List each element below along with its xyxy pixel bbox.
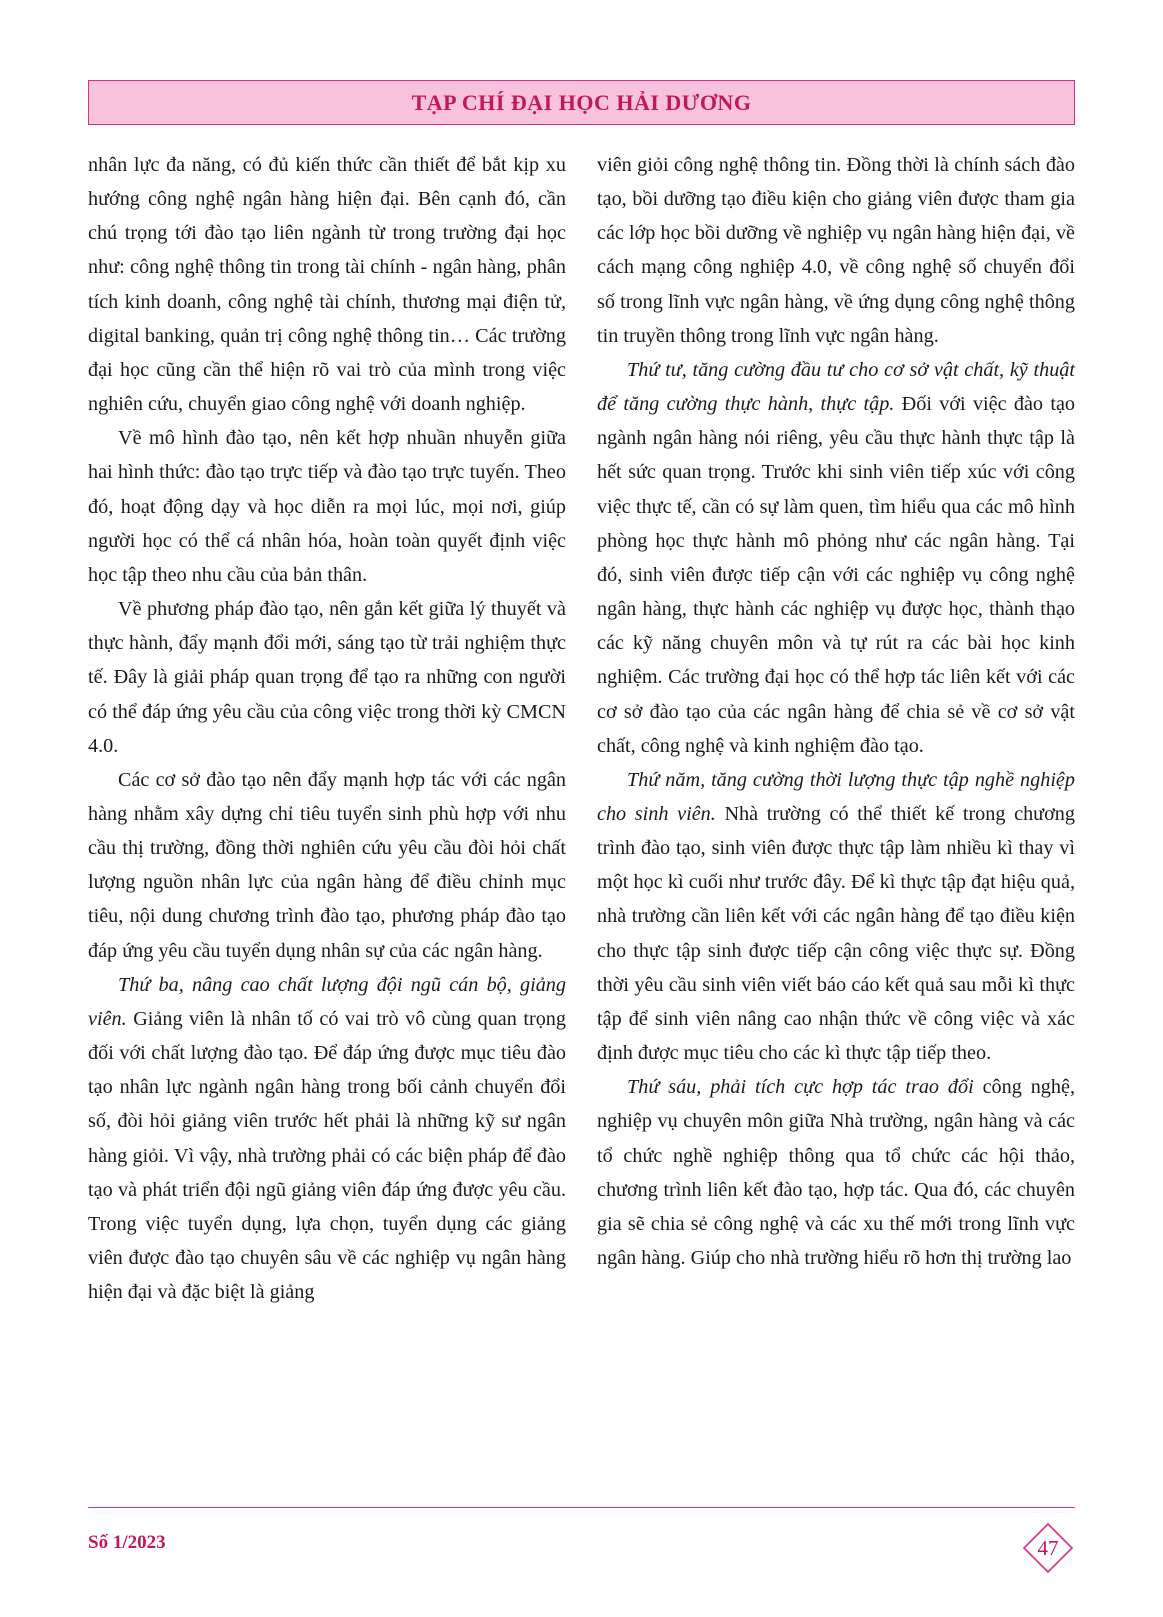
paragraph-lead-italic: Thứ năm, tăng cường thời lượng thực tập nghề nghiệp cho sinh viên. — [597, 768, 1075, 825]
left-column — [88, 148, 566, 1309]
page-number-badge — [1022, 1522, 1074, 1574]
paragraph-body: Nhà trường có thể thiết kế trong chương trình đào tạo, sinh viên được thực tập làm nhiều kì thay vì một học kì cuối như trước đây. Để kì thực tập đạt hiệu quả, nhà trường cần liên kết với các ngân hàng để tạo điều kiện cho thực tập sinh được tiếp cận công việc thực sự. Đồng thời yêu cầu sinh viên viết báo cáo kết quả sau mỗi kì thực tập để sinh viên nâng cao nhận thức về công việc và xác định được mục tiêu cho các kì thực tập tiếp theo. — [597, 802, 1075, 1065]
paragraph — [597, 1070, 1075, 1275]
paragraph-body: Đối với việc đào tạo ngành ngân hàng nói riêng, yêu cầu thực hành thực tập là hết sức quan trọng. Trước khi sinh viên tiếp xúc với công việc thực tế, cần có sự làm quen, tìm hiểu qua các mô hình phòng học thực hành mô phỏng như các ngân hàng. Tại đó, sinh viên được tiếp cận với các nghiệp vụ công nghệ ngân hàng, thực hành các nghiệp vụ được học, thành thạo các kỹ năng chuyên môn và tự rút ra các bài học kinh nghiệm. Các trường đại học có thể hợp tác liên kết với các cơ sở đào tạo của các ngân hàng để chia sẻ về cơ sở vật chất, công nghệ và kinh nghiệm đào tạo. — [597, 393, 1075, 757]
journal-header-banner — [88, 80, 1075, 125]
paragraph-body: Giảng viên là nhân tố có vai trò vô cùng quan trọng đối với chất lượng đào tạo. Để đáp ứng được mục tiêu đào tạo nhân lực ngành ngân hàng trong bối cảnh chuyển đổi số, đòi hỏi giảng viên trước hết phải là những kỹ sư ngân hàng giỏi. Vì vậy, nhà trường phải có các biện pháp để đào tạo và phát triển đội ngũ giảng viên đáp ứng được yêu cầu. Trong việc tuyển dụng, lựa chọn, tuyển dụng các giảng viên được đào tạo chuyên sâu về các nghiệp vụ ngân hàng hiện đại và đặc biệt là giảng — [88, 1007, 566, 1304]
paragraph-lead-italic: Thứ ba, nâng cao chất lượng đội ngũ cán bộ, giảng viên. — [88, 973, 566, 1030]
paragraph — [597, 763, 1075, 1070]
journal-title: TẠP CHÍ ĐẠI HỌC HẢI DƯƠNG — [411, 89, 752, 115]
paragraph-body: công nghệ, nghiệp vụ chuyên môn giữa Nhà trường, ngân hàng và các tổ chức nghề nghiệp thông qua tổ chức các hội thảo, chương trình liên kết đào tạo, hợp tác. Qua đó, các chuyên gia sẽ chia sẻ công nghệ và các xu thế mới trong lĩnh vực ngân hàng. Giúp cho nhà trường hiểu rõ hơn thị trường lao — [597, 1076, 1075, 1269]
footer-divider — [88, 1507, 1075, 1508]
paragraph-lead-italic: Thứ sáu, phải tích cực hợp tác trao đổi — [627, 1076, 974, 1099]
paragraph: Các cơ sở đào tạo nên đẩy mạnh hợp tác với các ngân hàng nhằm xây dựng chỉ tiêu tuyển sinh phù hợp với nhu cầu thị trường, đồng thời nghiên cứu yêu cầu đòi hỏi chất lượng nguồn nhân lực của ngân hàng để điều chỉnh mục tiêu, nội dung chương trình đào tạo, phương pháp đào tạo đáp ứng yêu cầu tuyển dụng nhân sự của các ngân hàng. — [88, 768, 566, 962]
paragraph: viên giỏi công nghệ thông tin. Đồng thời là chính sách đào tạo, bồi dưỡng tạo điều kiện cho giảng viên được tham gia các lớp học bồi dưỡng về nghiệp vụ ngân hàng hiện đại, về cách mạng công nghiệp 4.0, về công nghệ số chuyển đổi số trong lĩnh vực ngân hàng, về ứng dụng công nghệ thông tin truyền thông trong lĩnh vực ngân hàng. — [597, 154, 1075, 347]
paragraph: nhân lực đa năng, có đủ kiến thức cần thiết để bắt kịp xu hướng công nghệ ngân hàng hiện đại. Bên cạnh đó, cần chú trọng tới đào tạo liên ngành từ trong trường đại học như: công nghệ thông tin trong tài chính - ngân hàng, phân tích kinh doanh, công nghệ tài chính, thương mại điện tử, digital banking, quản trị công nghệ thông tin… Các trường đại học cũng cần thể hiện rõ vai trò của mình trong việc nghiên cứu, chuyển giao công nghệ với doanh nghiệp. — [88, 154, 566, 416]
paragraph — [597, 353, 1075, 763]
right-column — [597, 148, 1075, 1275]
paragraph — [88, 968, 566, 1310]
issue-number: Số 1/2023 — [88, 1532, 166, 1553]
paragraph-lead-italic: Thứ tư, tăng cường đầu tư cho cơ sở vật chất, kỹ thuật để tăng cường thực hành, thực tập. — [597, 358, 1075, 416]
page-number: 47 — [1037, 1535, 1059, 1560]
paragraph: Về mô hình đào tạo, nên kết hợp nhuần nhuyễn giữa hai hình thức: đào tạo trực tiếp và đào tạo trực tuyến. Theo đó, hoạt động dạy và học diễn ra mọi lúc, mọi nơi, giúp người học có thể cá nhân hóa, hoàn toàn quyết định việc học tập theo nhu cầu của bản thân. — [88, 427, 566, 586]
paragraph: Về phương pháp đào tạo, nên gắn kết giữa lý thuyết và thực hành, đẩy mạnh đổi mới, sáng tạo từ trải nghiệm thực tế. Đây là giải pháp quan trọng để tạo ra những con người có thể đáp ứng yêu cầu của công việc trong thời kỳ CMCN 4.0. — [88, 598, 566, 757]
